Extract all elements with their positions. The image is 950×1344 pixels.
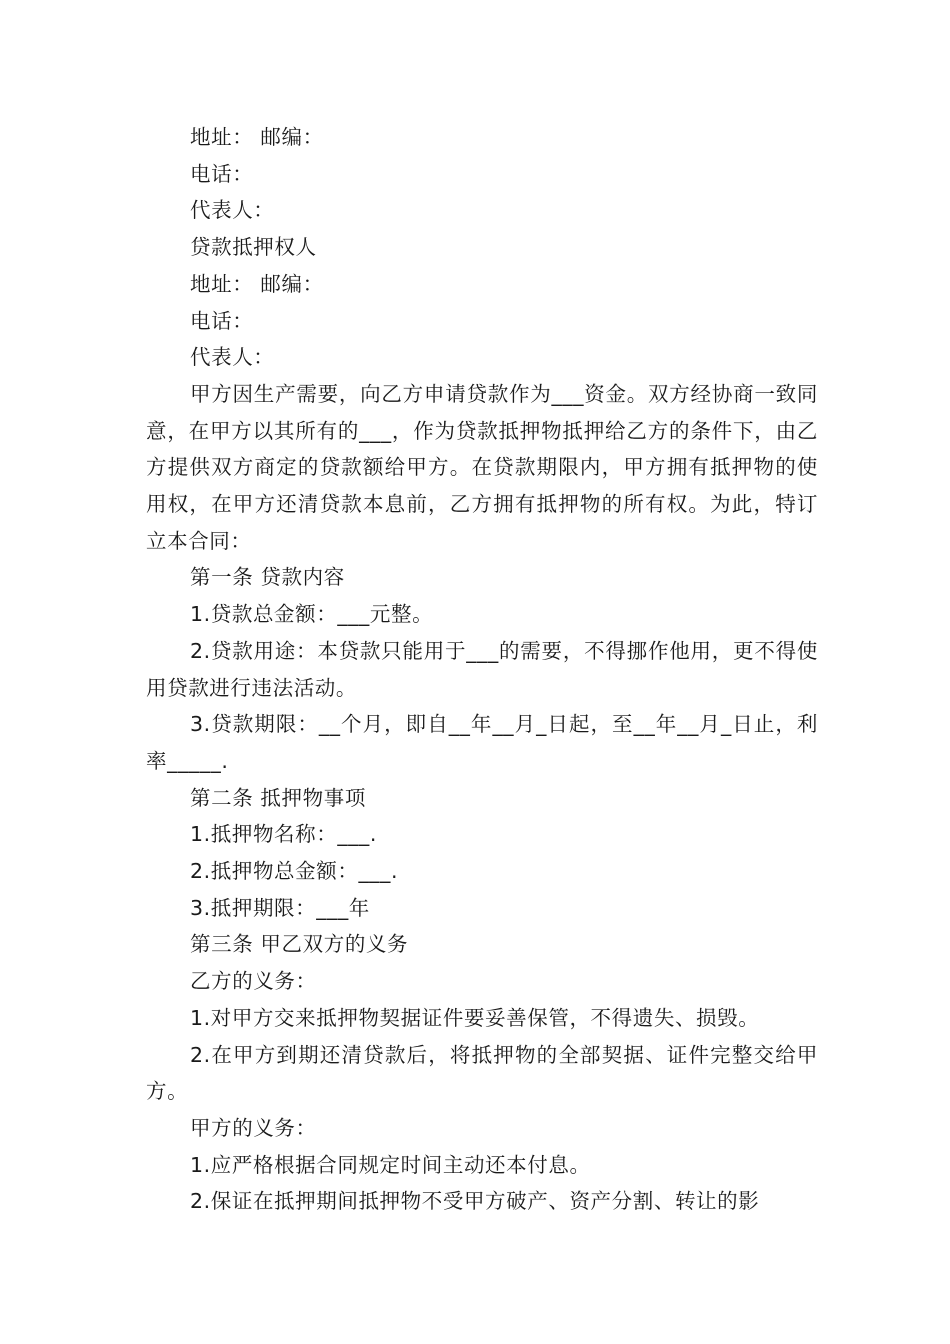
party-a-duty-2: 2.保证在抵押期间抵押物不受甲方破产、资产分割、转让的影 — [190, 1189, 760, 1214]
article-1-heading: 第一条 贷款内容 — [190, 565, 345, 590]
party-b-duties-heading: 乙方的义务： — [190, 969, 317, 994]
party-a-address-line: 地址： 邮编： — [190, 125, 324, 149]
party-a-duties-heading: 甲方的义务： — [190, 1115, 317, 1140]
article-1-item-3: 3.贷款期限：__个月，即自__年__月_日起，至__年__月_日止，利率_____. — [146, 712, 818, 773]
article-1-item-2: 2.贷款用途：本贷款只能用于___的需要，不得挪作他用，更不得使用贷款进行违法活动。 — [146, 638, 818, 700]
mortgagee-heading: 贷款抵押权人 — [190, 235, 317, 260]
party-a-representative-line: 代表人： — [190, 198, 275, 223]
article-1-item-1: 1.贷款总金额：___元整。 — [190, 602, 434, 627]
preamble-paragraph: 甲方因生产需要，向乙方申请贷款作为___资金。双方经协商一致同意，在甲方以其所有的___，作为贷款抵押物抵押给乙方的条件下，由乙方提供双方商定的贷款额给甲方。在贷款期限内，甲方拥有抵押物的使用权，在甲方还清贷款本息前，乙方拥有抵押物的所有权。为此，特订立本合同： — [146, 381, 818, 553]
party-b-duty-2: 2.在甲方到期还清贷款后，将抵押物的全部契据、证件完整交给甲方。 — [146, 1042, 818, 1104]
party-b-phone-line: 电话： — [190, 308, 254, 333]
article-2-item-2: 2.抵押物总金额：___. — [190, 859, 399, 884]
article-2-item-3: 3.抵押期限：___年 — [190, 895, 370, 920]
article-3-heading: 第三条 甲乙双方的义务 — [190, 932, 409, 957]
document-body — [146, 119, 818, 1220]
article-2-heading: 第二条 抵押物事项 — [190, 785, 366, 810]
party-a-duty-1: 1.应严格根据合同规定时间主动还本付息。 — [190, 1152, 591, 1177]
party-a-phone-line: 电话： — [190, 161, 254, 186]
party-b-address-line: 地址： 邮编： — [190, 271, 324, 296]
party-b-representative-line: 代表人： — [190, 345, 275, 370]
article-2-item-1: 1.抵押物名称：___. — [190, 822, 378, 847]
party-b-duty-1: 1.对甲方交来抵押物契据证件要妥善保管，不得遗失、损毁。 — [190, 1005, 760, 1030]
